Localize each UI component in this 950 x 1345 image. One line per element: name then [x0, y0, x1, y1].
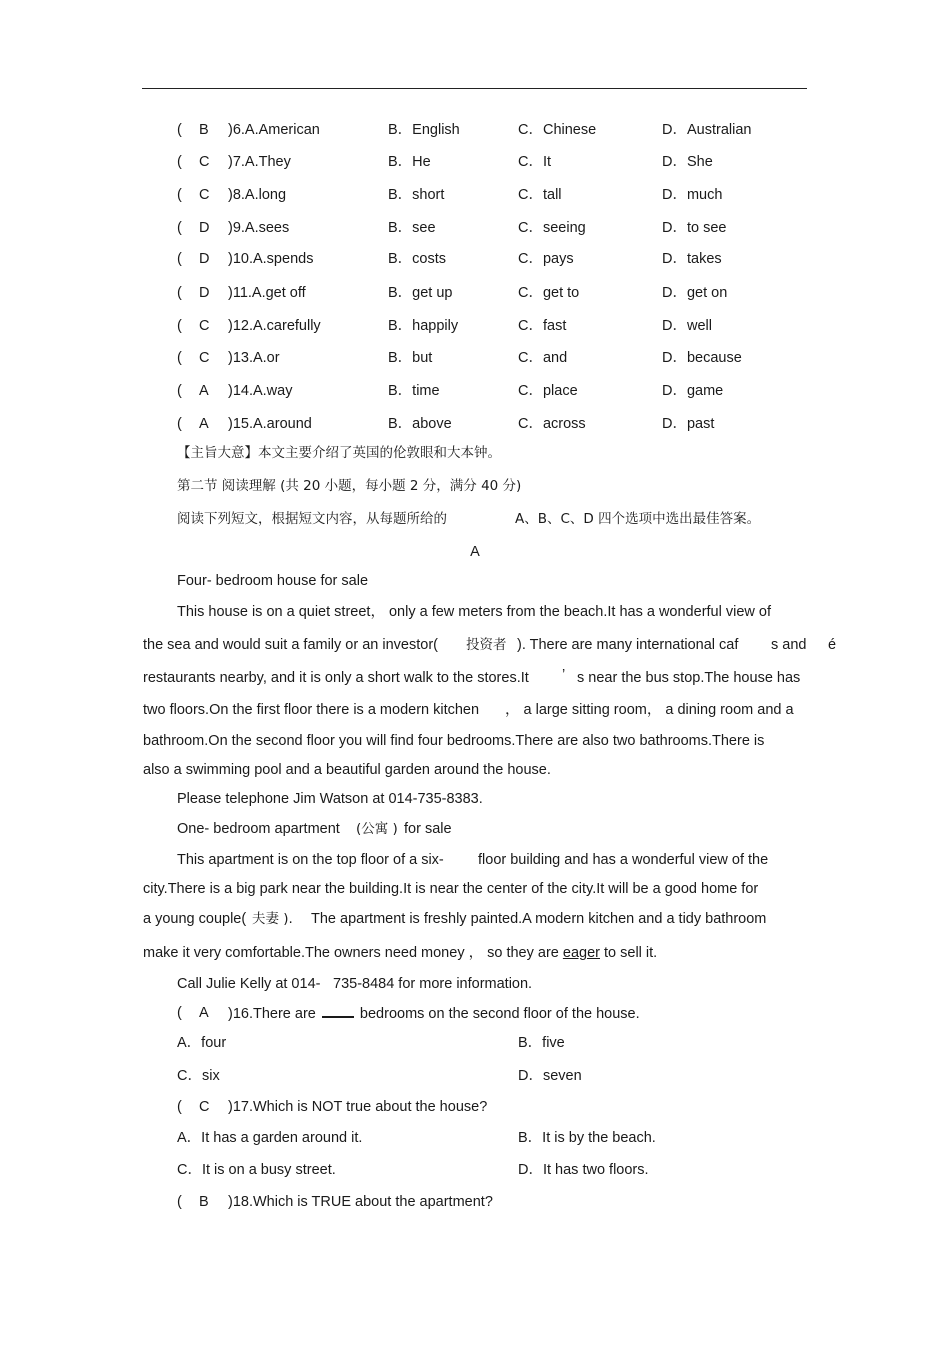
- ad2-line4a: make it very comfortable.The owners need money ， so they are: [143, 945, 563, 961]
- q17-option-a: A．It has a garden around it.: [177, 1130, 363, 1146]
- ad1-line4b: ， a large sitting room， a dining room and a: [505, 702, 794, 718]
- ad2-line3b: 夫妻 ).: [252, 911, 293, 927]
- passage-letter: A: [470, 544, 480, 560]
- cloze-option-d: D．game: [662, 383, 724, 399]
- cloze-option-b: B．get up: [388, 285, 453, 301]
- cloze-answer: A: [199, 416, 209, 432]
- cloze-answer: B: [199, 122, 209, 138]
- cloze-option-c: C．pays: [518, 251, 574, 267]
- cloze-option-d: D．takes: [662, 251, 722, 267]
- ad2-title-b: (公寓 ): [356, 821, 398, 837]
- cloze-option-d: D．because: [662, 350, 742, 366]
- cloze-answer: C: [199, 350, 210, 366]
- cloze-option-b: B．English: [388, 122, 460, 138]
- ad1-line2a: the sea and would suit a family or an investor(: [143, 637, 438, 653]
- cloze-option-d: D．get on: [662, 285, 728, 301]
- q16-option-b: B．five: [518, 1035, 565, 1051]
- cloze-paren: (: [177, 285, 182, 301]
- cloze-option-b: B．time: [388, 383, 440, 399]
- cloze-paren: (: [177, 122, 182, 138]
- cloze-option-b: B．happily: [388, 318, 459, 334]
- cloze-paren: (: [177, 383, 182, 399]
- cloze-option-a: )13.A.or: [228, 350, 280, 366]
- cloze-option-a: )7.A.They: [228, 154, 291, 170]
- q18-stem: )18.Which is TRUE about the apartment?: [228, 1194, 493, 1210]
- instruction-part2: A、B、C、D 四个选项中选出最佳答案。: [515, 511, 761, 527]
- cloze-paren: (: [177, 416, 182, 432]
- ad1-line4a: two floors.On the first floor there is a modern kitchen: [143, 702, 480, 718]
- cloze-paren: (: [177, 318, 182, 334]
- cloze-option-a: )14.A.way: [228, 383, 293, 399]
- ad1-contact: Please telephone Jim Watson at 014-735-8383.: [177, 791, 483, 807]
- ad1-line3b: ’: [562, 667, 566, 683]
- ad2-title-c: for sale: [404, 821, 452, 837]
- cloze-option-b: B．short: [388, 187, 445, 203]
- ad2-contact-b: 735-8484 for more information.: [333, 976, 533, 992]
- cloze-paren: (: [177, 220, 182, 236]
- q18-answer: B: [199, 1194, 209, 1210]
- ad2-line2: city.There is a big park near the building.It is near the center of the city.It will be a good home for: [143, 881, 759, 897]
- cloze-option-a: )6.A.American: [228, 122, 320, 138]
- cloze-answer: D: [199, 251, 210, 267]
- cloze-option-a: )10.A.spends: [228, 251, 314, 267]
- cloze-option-b: B．see: [388, 220, 436, 236]
- cloze-paren: (: [177, 251, 182, 267]
- q16-stem-a: )16.There are: [228, 1006, 316, 1022]
- cloze-option-c: C．place: [518, 383, 578, 399]
- cloze-answer: C: [199, 318, 210, 334]
- ad1-line2c: ). There are many international caf: [517, 637, 739, 653]
- cloze-option-d: D．much: [662, 187, 723, 203]
- cloze-option-a: )9.A.sees: [228, 220, 290, 236]
- cloze-option-b: B．above: [388, 416, 452, 432]
- q16-option-a: A．four: [177, 1035, 227, 1051]
- main-idea: 【主旨大意】本文主要介绍了英国的伦敦眼和大本钟。: [177, 445, 501, 461]
- cloze-option-d: D．past: [662, 416, 715, 432]
- q16-paren: (: [177, 1005, 182, 1021]
- q17-option-c: C．It is on a busy street.: [177, 1162, 336, 1178]
- ad2-line3a: a young couple(: [143, 911, 247, 927]
- cloze-option-b: B．He: [388, 154, 431, 170]
- ad2-eager: eager: [562, 945, 600, 961]
- cloze-option-c: C．fast: [518, 318, 567, 334]
- cloze-answer: A: [199, 383, 209, 399]
- cloze-option-c: C．Chinese: [518, 122, 597, 138]
- cloze-option-d: D．Australian: [662, 122, 752, 138]
- q16-option-c: C．six: [177, 1068, 220, 1084]
- q17-stem: )17.Which is NOT true about the house?: [228, 1099, 488, 1115]
- cloze-option-c: C．It: [518, 154, 552, 170]
- ad1-line3c: s near the bus stop.The house has: [577, 670, 801, 686]
- ad1-line6: also a swimming pool and a beautiful garden around the house.: [143, 762, 551, 778]
- cloze-answer: C: [199, 154, 210, 170]
- cloze-paren: (: [177, 350, 182, 366]
- cloze-option-a: )15.A.around: [228, 416, 312, 432]
- q16-stem-b: bedrooms on the second floor of the house.: [359, 1006, 640, 1022]
- q18-paren: (: [177, 1194, 182, 1210]
- cloze-option-c: C．tall: [518, 187, 562, 203]
- cloze-option-d: D．to see: [662, 220, 727, 236]
- ad2-title-a: One- bedroom apartment: [177, 821, 340, 837]
- cloze-answer: C: [199, 187, 210, 203]
- ad2-line1a: This apartment is on the top floor of a six-: [177, 852, 444, 868]
- ad1-title: Four- bedroom house for sale: [177, 573, 369, 589]
- ad1-line2d: s and: [771, 637, 807, 653]
- q16-option-d: D．seven: [518, 1068, 582, 1084]
- ad1-line5: bathroom.On the second floor you will find four bedrooms.There are also two bathrooms.There is: [143, 733, 765, 749]
- cloze-paren: (: [177, 154, 182, 170]
- ad1-line2e: é: [828, 637, 837, 653]
- q17-option-d: D．It has two floors.: [518, 1162, 649, 1178]
- q17-answer: C: [199, 1099, 210, 1115]
- cloze-option-d: D．She: [662, 154, 713, 170]
- cloze-answer: D: [199, 220, 210, 236]
- q17-paren: (: [177, 1099, 182, 1115]
- cloze-option-d: D．well: [662, 318, 712, 334]
- ad2-line1b: floor building and has a wonderful view of the: [478, 852, 769, 868]
- cloze-option-c: C．get to: [518, 285, 580, 301]
- cloze-answer: D: [199, 285, 210, 301]
- cloze-option-c: C．and: [518, 350, 568, 366]
- cloze-option-a: )11.A.get off: [228, 285, 306, 301]
- section-title: 第二节 阅读理解 (共 20 小题，每小题 2 分，满分 40 分): [177, 478, 522, 494]
- ad2-line4: [143, 944, 657, 962]
- instruction-part1: 阅读下列短文，根据短文内容，从每题所给的: [177, 511, 447, 527]
- cloze-option-b: B．costs: [388, 251, 447, 267]
- cloze-option-c: C．across: [518, 416, 586, 432]
- cloze-option-a: )12.A.carefully: [228, 318, 321, 334]
- cloze-paren: (: [177, 187, 182, 203]
- q16-stem: [228, 1004, 640, 1023]
- q16-blank: [322, 1004, 354, 1018]
- ad1-line1: This house is on a quiet street， only a few meters from the beach.It has a wonderful view of: [177, 604, 771, 620]
- ad2-line3c: The apartment is freshly painted.A modern kitchen and a tidy bathroom: [311, 911, 767, 927]
- ad1-line3a: restaurants nearby, and it is only a short walk to the stores.It: [143, 670, 529, 686]
- header-rule: [142, 88, 807, 89]
- ad2-contact-a: Call Julie Kelly at 014-: [177, 976, 321, 992]
- cloze-option-c: C．seeing: [518, 220, 586, 236]
- q16-answer: A: [199, 1005, 209, 1021]
- q17-option-b: B．It is by the beach.: [518, 1130, 656, 1146]
- cloze-option-a: )8.A.long: [228, 187, 287, 203]
- cloze-option-b: B．but: [388, 350, 433, 366]
- ad1-line2b: 投资者: [466, 637, 507, 653]
- ad2-line4c: to sell it.: [599, 945, 658, 961]
